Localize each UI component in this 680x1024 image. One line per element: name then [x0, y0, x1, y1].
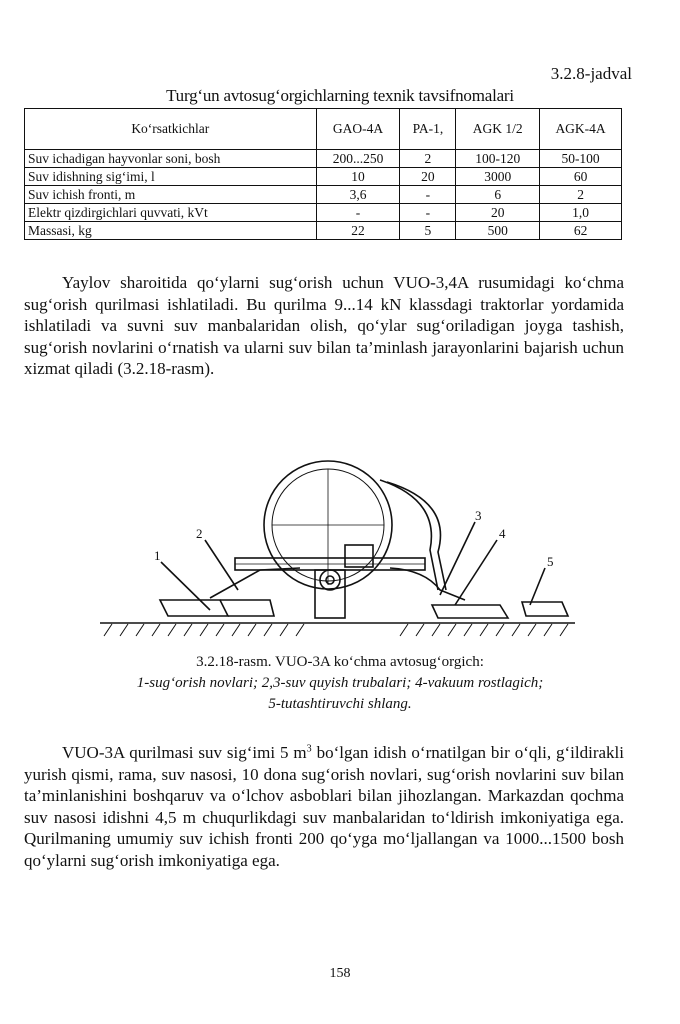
table-header-cell: GAO-4A — [316, 109, 400, 150]
page-number: 158 — [329, 966, 351, 981]
figure-caption-line-1: 1-sug‘orish novlari; 2,3-suv quyish trubalari; 4-vakuum rostlagich; — [136, 675, 544, 691]
table-header-cell: AGK-4A — [540, 109, 622, 150]
figure-label-2: 2 — [196, 526, 203, 541]
table-cell: 100-120 — [456, 150, 540, 168]
table-cell: - — [400, 204, 456, 222]
pipe-right — [390, 568, 465, 600]
table-cell: 3,6 — [316, 186, 400, 204]
table-cell: 60 — [540, 168, 622, 186]
table-cell: 10 — [316, 168, 400, 186]
table-cell: - — [400, 186, 456, 204]
body-paragraph-2 — [24, 742, 624, 872]
table-label: 3.2.8-jadval — [550, 64, 632, 83]
wheel — [315, 570, 345, 618]
spec-table — [24, 108, 622, 240]
table-row — [25, 168, 622, 186]
table-cell: Suv ichish fronti, m — [25, 186, 317, 204]
table-header-cell: PA-1, — [400, 109, 456, 150]
figure-label-3: 3 — [475, 508, 482, 523]
table-cell: 20 — [400, 168, 456, 186]
table-row — [25, 150, 622, 168]
table-title: Turg‘un avtosug‘orgichlarning texnik tavsifnomalari — [166, 86, 514, 105]
table-row — [25, 204, 622, 222]
body-paragraph-1: Yaylov sharoitida qo‘ylarni sug‘orish uchun VUO-3,4A rusumidagi ko‘chma sug‘orish qurilmasi ishlatiladi. Bu qurilma 9...14 kN klassdagi traktorlar yordamida ishlatiladi va suvni suv manbalaridan olish, qo‘ylar sug‘oriladigan joyga tashish, sug‘orish novlarini o‘rnatish va ularni suv bilan ta’minlash jarayonlarini bajarish uchun xizmat qiladi (3.2.18-rasm). — [24, 273, 624, 378]
table-cell: Suv idishning sig‘imi, l — [25, 168, 317, 186]
trough-right — [432, 605, 508, 618]
table-cell: 5 — [400, 222, 456, 240]
hose — [380, 480, 438, 590]
pipe-left — [210, 568, 300, 598]
superscript: 3 — [306, 743, 312, 755]
table-cell: Elektr qizdirgichlari quvvati, kVt — [25, 204, 317, 222]
table-header-row — [25, 109, 622, 150]
table-header-cell: Ko‘rsatkichlar — [25, 109, 317, 150]
table-cell: 22 — [316, 222, 400, 240]
table-row — [25, 186, 622, 204]
table-cell: - — [316, 204, 400, 222]
figure-label-5: 5 — [547, 554, 554, 569]
table-cell: Suv ichadigan hayvonlar soni, bosh — [25, 150, 317, 168]
figure-label-4: 4 — [499, 526, 506, 541]
trough-far-right — [522, 602, 568, 616]
trough-left — [160, 600, 228, 616]
vuo-3a-drawing — [60, 440, 620, 650]
table-cell: 2 — [540, 186, 622, 204]
table-cell: 200...250 — [316, 150, 400, 168]
figure-caption-line-2: 5-tutashtiruvchi shlang. — [268, 696, 412, 712]
table-cell: 3000 — [456, 168, 540, 186]
table-header-cell: AGK 1/2 — [456, 109, 540, 150]
table-cell: 500 — [456, 222, 540, 240]
figure-caption-title: 3.2.18-rasm. VUO-3A ko‘chma avtosug‘orgich: — [196, 654, 484, 670]
table-cell: 2 — [400, 150, 456, 168]
table-cell: 62 — [540, 222, 622, 240]
paragraph-2-rest: bo‘lgan idish o‘rnatilgan bir o‘qli, g‘ildirakli yurish qismi, rama, suv nasosi, 10 dona sug‘orish novlari, sug‘orish novlarini suv bilan ta’minlanishini boshqaruv va o‘lchov asboblari bilan jihozlangan. Markazdan qochma suv nasosi idishni 4,5 m chuqurlikdagi suv manbalaridan to‘ldirish imkoniyatiga ega. Qurilmaning umumiy suv ichish fronti 200 qo‘yga mo‘ljallangan va 1000...1500 bosh qo‘ylarni sug‘orish imkoniyatiga ega. — [24, 743, 624, 870]
paragraph-2-start: VUO-3A qurilmasi suv sig‘imi 5 m — [62, 743, 307, 762]
figure-label-1: 1 — [154, 548, 161, 563]
table-cell: 6 — [456, 186, 540, 204]
table-cell: 20 — [456, 204, 540, 222]
ground-hatching — [104, 624, 568, 636]
table-cell: 1,0 — [540, 204, 622, 222]
table-cell: Massasi, kg — [25, 222, 317, 240]
table-cell: 50-100 — [540, 150, 622, 168]
table-row — [25, 222, 622, 240]
